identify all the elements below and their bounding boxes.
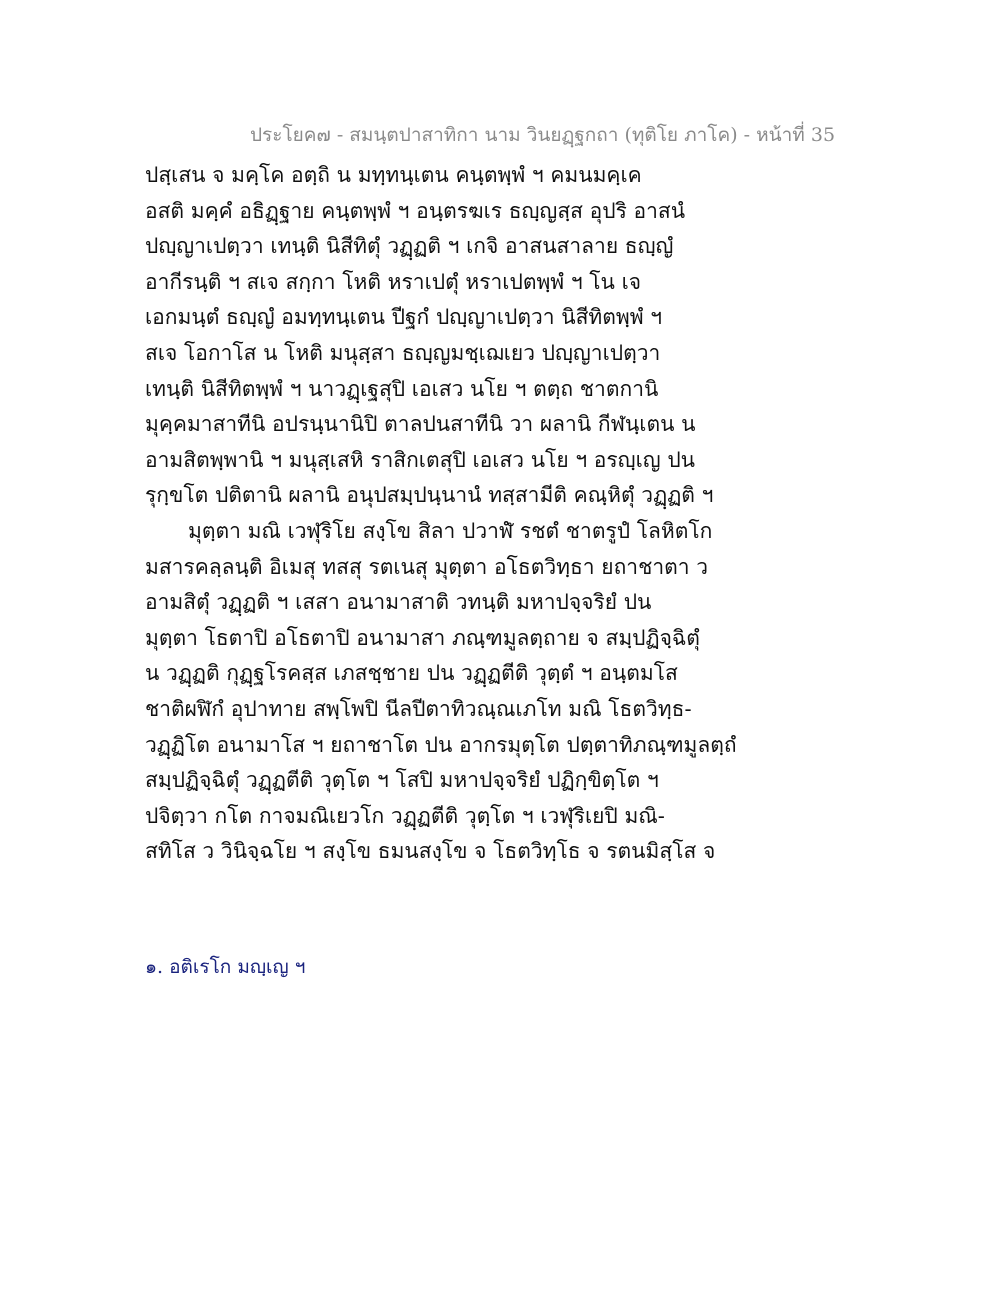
text-line: น วฏฺฏติ กุฏฺฐโรคสฺส เภสชฺชาย ปน วฏฺฏตีติ วุตฺตํ ฯ อนฺตมโส <box>145 661 678 686</box>
text-line: สมฺปฏิจฺฉิตุํ วฏฺฏตีติ วุตฺโต ฯ โสปิ มหาปจฺจริยํ ปฏิกฺขิตฺโต ฯ <box>145 768 659 793</box>
text-line: มสารคลฺลนฺติ อิเมสุ ทสสุ รตเนสุ มุตฺตา อโธตวิทฺธา ยถาชาตา ว <box>145 554 709 579</box>
text-line: ชาติผฬิกํ อุปาทาย สพฺโพปิ นีลปีตาทิวณฺณเภโท มณิ โธตวิทฺธ- <box>145 696 692 721</box>
text-line: วฏฺฏิโต อนามาโส ฯ ยถาชาโต ปน อากรมุตฺโต ปตฺตาทิภณฺฑมูลตฺถํ <box>145 732 737 757</box>
text-line: อากีรนฺติ ฯ สเจ สกฺกา โหติ หราเปตุํ หราเปตพฺพํ ฯ โน เจ <box>145 269 642 294</box>
text-line: สทิโส ว วินิจฺฉโย ฯ สงฺโข ธมนสงฺโข จ โธตวิทฺโธ จ รตนมิสฺโส จ <box>145 839 716 864</box>
text-line: รุกฺขโต ปติตานิ ผลานิ อนุปสมฺปนฺนานํ ทสฺสามีติ คณฺหิตุํ วฏฺฏติ ฯ <box>145 483 714 508</box>
text-line: อามสิตพฺพานิ ฯ มนุสฺเสหิ ราสิกเตสุปิ เอเสว นโย ฯ อรญฺเญ ปน <box>145 447 695 472</box>
text-line: ปญฺญาเปตฺวา เทนฺติ นิสีทิตุํ วฏฺฏติ ฯ เกจิ อาสนสาลาย ธญฺญํ <box>145 234 674 259</box>
text-line: เทนฺติ นิสีทิตพฺพํ ฯ นาวฏฺเฐสุปิ เอเสว นโย ฯ ตตฺถ ชาตกานิ <box>145 376 659 401</box>
text-line: มุตฺตา มณิ เวฬุริโย สงฺโข สิลา ปวาฬํ รชตํ ชาตรูปํ โลหิตโก <box>188 518 713 543</box>
text-line: มุตฺตา โธตาปิ อโธตาปิ อนามาสา ภณฺฑมูลตฺถาย จ สมฺปฏิจฺฉิตุํ <box>145 625 700 650</box>
text-line: สเจ โอกาโส น โหติ มนุสฺสา ธญฺญมชฺเฌเยว ปญฺญาเปตฺวา <box>145 340 661 365</box>
page-header: ประโยค๗ - สมนฺตปาสาทิกา นาม วินยฏฺฐกถา (ทุติโย ภาโค) - หน้าที่ 35 <box>250 124 836 146</box>
text-line: อสติ มคฺคํ อธิฏฺฐาย คนฺตพฺพํ ฯ อนฺตรฆเร ธญฺญสฺส อุปริ อาสนํ <box>145 198 686 223</box>
text-line: อามสิตุํ วฏฺฏติ ฯ เสสา อนามาสาติ วทนฺติ มหาปจฺจริยํ ปน <box>145 590 652 615</box>
footnote: ๑. อติเรโก มญฺเญ ฯ <box>145 956 306 978</box>
text-line: ปสฺเสน จ มคฺโค อตฺถิ น มทฺทนฺเตน คนฺตพฺพํ ฯ คมนมคฺเค <box>145 163 642 187</box>
text-line: เอกมนฺตํ ธญฺญํ อมทฺทนฺเตน ปีฐกํ ปญฺญาเปตฺวา นิสีทิตพฺพํ ฯ <box>145 305 663 330</box>
text-line: ปจิตฺวา กโต กาจมณิเยวโก วฏฺฏตีติ วุตฺโต ฯ เวฬุริเยปิ มณิ- <box>145 803 665 828</box>
body-text <box>145 158 865 870</box>
text-line: มุคฺคมาสาทีนิ อปรนฺนานิปิ ตาลปนสาทีนิ วา ผลานิ กีฬนฺเตน น <box>145 412 696 437</box>
